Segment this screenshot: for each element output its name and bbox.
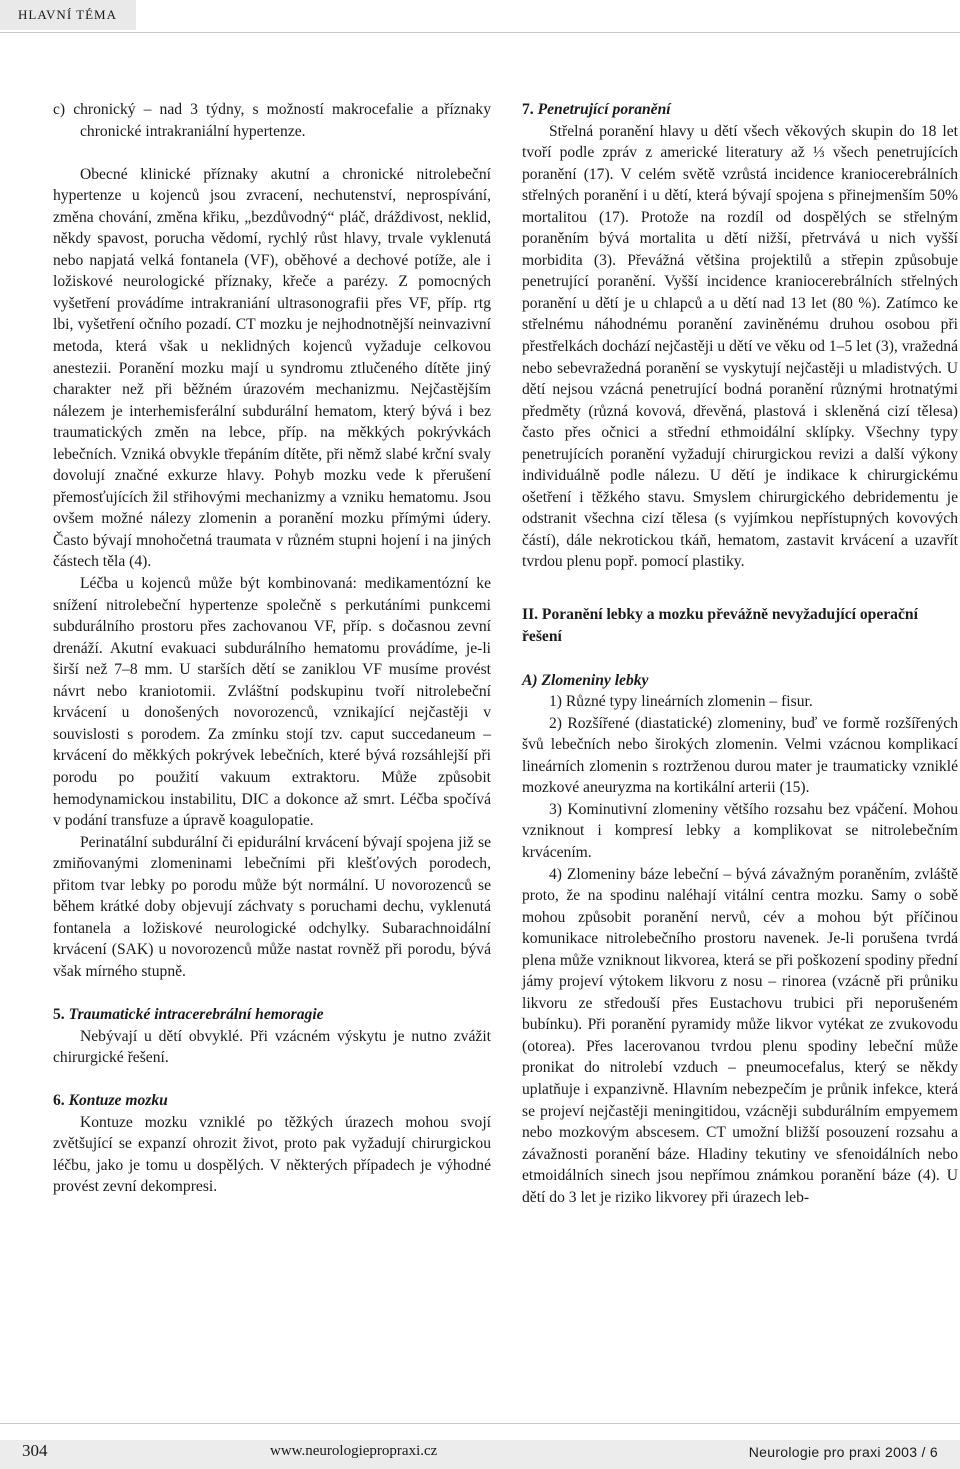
header-divider: [0, 32, 960, 33]
journal-url: www.neurologiepropraxi.cz: [270, 1443, 438, 1459]
paragraph: 2) Rozšířené (diastatické) zlomeniny, buď ve formě rozšířených švů lebečních nebo širokých zlomenin. Velmi vzácnou komplikací lineárních zlomenin s roztrženou durou mater je traumaticky vzniklé mozkové aneuryzma na kortikální arterii (15).: [522, 714, 958, 797]
section-heading-text: A) Zlomeniny lebky: [522, 671, 649, 689]
paragraph: 1) Různé typy lineárních zlomenin – fisur.: [549, 693, 813, 711]
footer-divider: [0, 1423, 960, 1424]
paragraph: 4) Zlomeniny báze lebeční – bývá závažným poraněním, zvláště proto, že na spodinu naléhají vitální centra mozku. Samy o sobě mohou způsobit poranění nervů, cév a mohou být příčinou komunikace nitrolebečního prostoru navenek. Je-li porušena tvrdá plena může vzniknout likvorea, která se při poškození spodiny přední jámy projeví výtokem likvoru z nosu – rinorea (vzácně při průniku likvoru ze středouší přes Eustachovu trubici při neporušeném bubínku). Při poranění pyramidy může likvor vytékat ze zvukovodu (otorea). Přes lacerovanou tvrdou plenu spodiny lebeční může pronikat do nitrolebí vzduch – pneumocefalus, který se někdy uplatňuje i expanzivně. Hlavním nebezpečím je průnik infekce, která se projeví nejčastěji meningitidou, vzácněji subdurálním empyemem nebo mozkovým abscesem. CT umožní bližší posouzení rozsahu a závažnosti poranění báze. Hladiny tekutiny ve sfenoidálních nebo etmoidálních sinech jsou nepřímou známkou poranění báze (4). U dětí do 3 let je riziko likvorey při úrazech leb-: [522, 865, 958, 1206]
paragraph: Střelná poranění hlavy u dětí všech věkových skupin do 18 let tvoří podle zpráv z americké literatury až ⅓ všech penetrujících poranění (17). V celém světě vzrůstá incidence kraniocerebrálních střelných poranění i u dětí, která bývají spojena s přinejmenším 50% mortalitou (17). Protože na rozdíl od dospělých se střelným poraněním bývá mortalita u dětí nižší, přetrvává u nich vyšší morbidita (3). Převážná většina projektilů a střepin způsobuje penetrující poranění. Vyšší incidence kraniocerebrálních střelných poranění u dětí je u chlapců a u dětí nad 13 let (80 %). Zatímco ke střelnému náhodnému poranění zaviněnému druhou osobou při přestřelkách dochází nejčastěji u dětí ve věku od 1–5 let (3), vražedná nebo sebevražedná poranění se vyskytují nejčastěji u mladistvých. U dětí nejsou vzácná penetrující bodná poranění různými hrotnatými předměty (různá kovová, dřevěná, plastová i skleněná cizí tělesa) často přes očnici a střední ethmoidální sklípky. Všechny typy penetrujících poranění vyžadují chirurgickou revizi a další výkony individuálně podle nálezu. U dětí je indikace k chirurgickému ošetření i těžkého stavu. Smyslem chirurgického debridementu je odstranit všechna cizí tělesa (s vyjímkou nepřístupných kovových částí), dále nekrotickou tkáň, hematom, zastavit krvácení a uzavřít tvrdou plenu popř. pomocí plastiky.: [522, 122, 958, 571]
section-tag: [0, 0, 136, 30]
section-heading-text: Traumatické intracerebrální hemoragie: [68, 1005, 324, 1023]
spacer: [53, 1069, 491, 1091]
spacer: [53, 982, 491, 1004]
paragraph: Kontuze mozku vzniklé po těžkých úrazech mohou svojí zvětšující se expanzí ohrozit život, proto pak vyžadují chirurgickou léčbu, jako je tomu u dospělých. V některých případech je výhodné provést zevní dekompresi.: [53, 1113, 491, 1196]
section-heading-text: Kontuze mozku: [68, 1092, 168, 1110]
spacer: [522, 648, 958, 670]
section-number: 6.: [53, 1092, 65, 1110]
section-number: 5.: [53, 1005, 65, 1023]
spacer: [53, 142, 491, 164]
section-heading: [522, 670, 958, 692]
section-heading: [53, 1004, 491, 1026]
right-column: [522, 99, 958, 1208]
paragraph: 3) Kominutivní zlomeniny většího rozsahu bez vpáčení. Mohou vzniknout i kompresí lebky a komplikovat se nitrolebečním krvácením.: [522, 800, 958, 861]
spacer: [522, 573, 958, 604]
paragraph: Léčba u kojenců může být kombinovaná: medikamentózní ke snížení nitrolebeční hypertenze společně s perkutáními punkcemi subdurálního prostoru přes zachovanou VF, příp. s dočasnou zevní drenáží. Akutní evakuaci subdurálního hematomu provádíme, je-li širší než 7–8 mm. U starších dětí se zaniklou VF musíme provést návrt nebo kraniotomii. Zvláštní podskupinu tvoří nitrolebeční krvácení u donošených novorozenců, vznikající nejčastěji v souvislosti s porodem. Za zmínku stojí tzv. caput succedaneum – krvácení do měkkých pokrývek lebečních, které bývá rozsáhlejší při porodu po použití vakuum extraktoru. Může způsobit hemodynamickou instabilitu, DIC a dokonce až smrt. Léčba spočívá v podání transfuze a úpravě koagulopatie.: [53, 575, 491, 830]
paragraph: Obecné klinické příznaky akutní a chronické nitrolebeční hypertenze u kojenců jsou zvracení, nechutenství, neprospívání, změna chování, změna křiku, „bezdůvodný“ pláč, dráždivost, neklid, někdy spavost, porucha vědomí, rychlý růst hlavy, trvale vyklenutá nebo napjatá velká fontanela (VF), oběhové a dechové potíže, ale i ložiskové neurologické příznaky, křeče a parézy. Z pomocných vyšetření provádíme intrakraniání ultrasonografii přes VF, příp. rtg lbi, vyšetření očního pozadí. CT mozku je nejhodnotnější neinvazivní metoda, která však u neklidných kojenců vyžaduje celkovou anestezii. Poranění mozku mají u syndromu ztlučeného dítěte jiný charakter než při běžném úrazovém mechanizmu. Nejčastějším nálezem je interhemisferální subdurální hematom, který bývá i bez traumatických změn na lebce, příp. na měkkých pokrývkách lebečních. Vzniká obvykle třepáním dítěte, při němž slabé krční svaly dovolují značné exkurze hlavy. Pohyb mozku vede k přerušení přemosťujících žil střihovými mechanizmy a vzniku hematomu. Jsou ovšem možné nálezy zlomenin a poranění mozku přímými údery. Často bývají mnohočetná traumata v různém stupni hojení i na jiných částech těla (4).: [53, 165, 491, 571]
paragraph: c) chronický – nad 3 týdny, s možností makrocefalie a příznaky chronické intrakraniální hypertenze.: [53, 101, 491, 140]
journal-issue: Neurologie pro praxi 2003 / 6: [748, 1444, 938, 1460]
section-number: 7.: [522, 101, 534, 118]
chapter-heading: II. Poranění lebky a mozku převážně nevyžadující operační řešení: [522, 606, 918, 646]
paragraph: Perinatální subdurální či epidurální krvácení bývají spojena již se zmiňovanými zlomeninami lebečními při klešťových porodech, přitom tvar lebky po porodu může být normální. U novorozenců se během krátké doby objevují záchvaty s poruchami dechu, vyklenutá fontanela a ložiskové neurologické odchylky. Subarachnoidální krvácení (SAK) u novorozenců může nastat rovněž při porodu, bývá však mírného stupně.: [53, 833, 491, 980]
left-column: [53, 99, 491, 1198]
paragraph: Nebývají u dětí obvyklé. Při vzácném výskytu je nutno zvážit chirurgické řešení.: [53, 1027, 491, 1067]
section-tag-label: HLAVNÍ TÉMA: [18, 7, 117, 22]
section-heading: [53, 1090, 491, 1112]
section-heading: [522, 99, 958, 121]
page-number: 304: [22, 1441, 48, 1460]
section-heading-text: Penetrující poranění: [537, 101, 671, 118]
